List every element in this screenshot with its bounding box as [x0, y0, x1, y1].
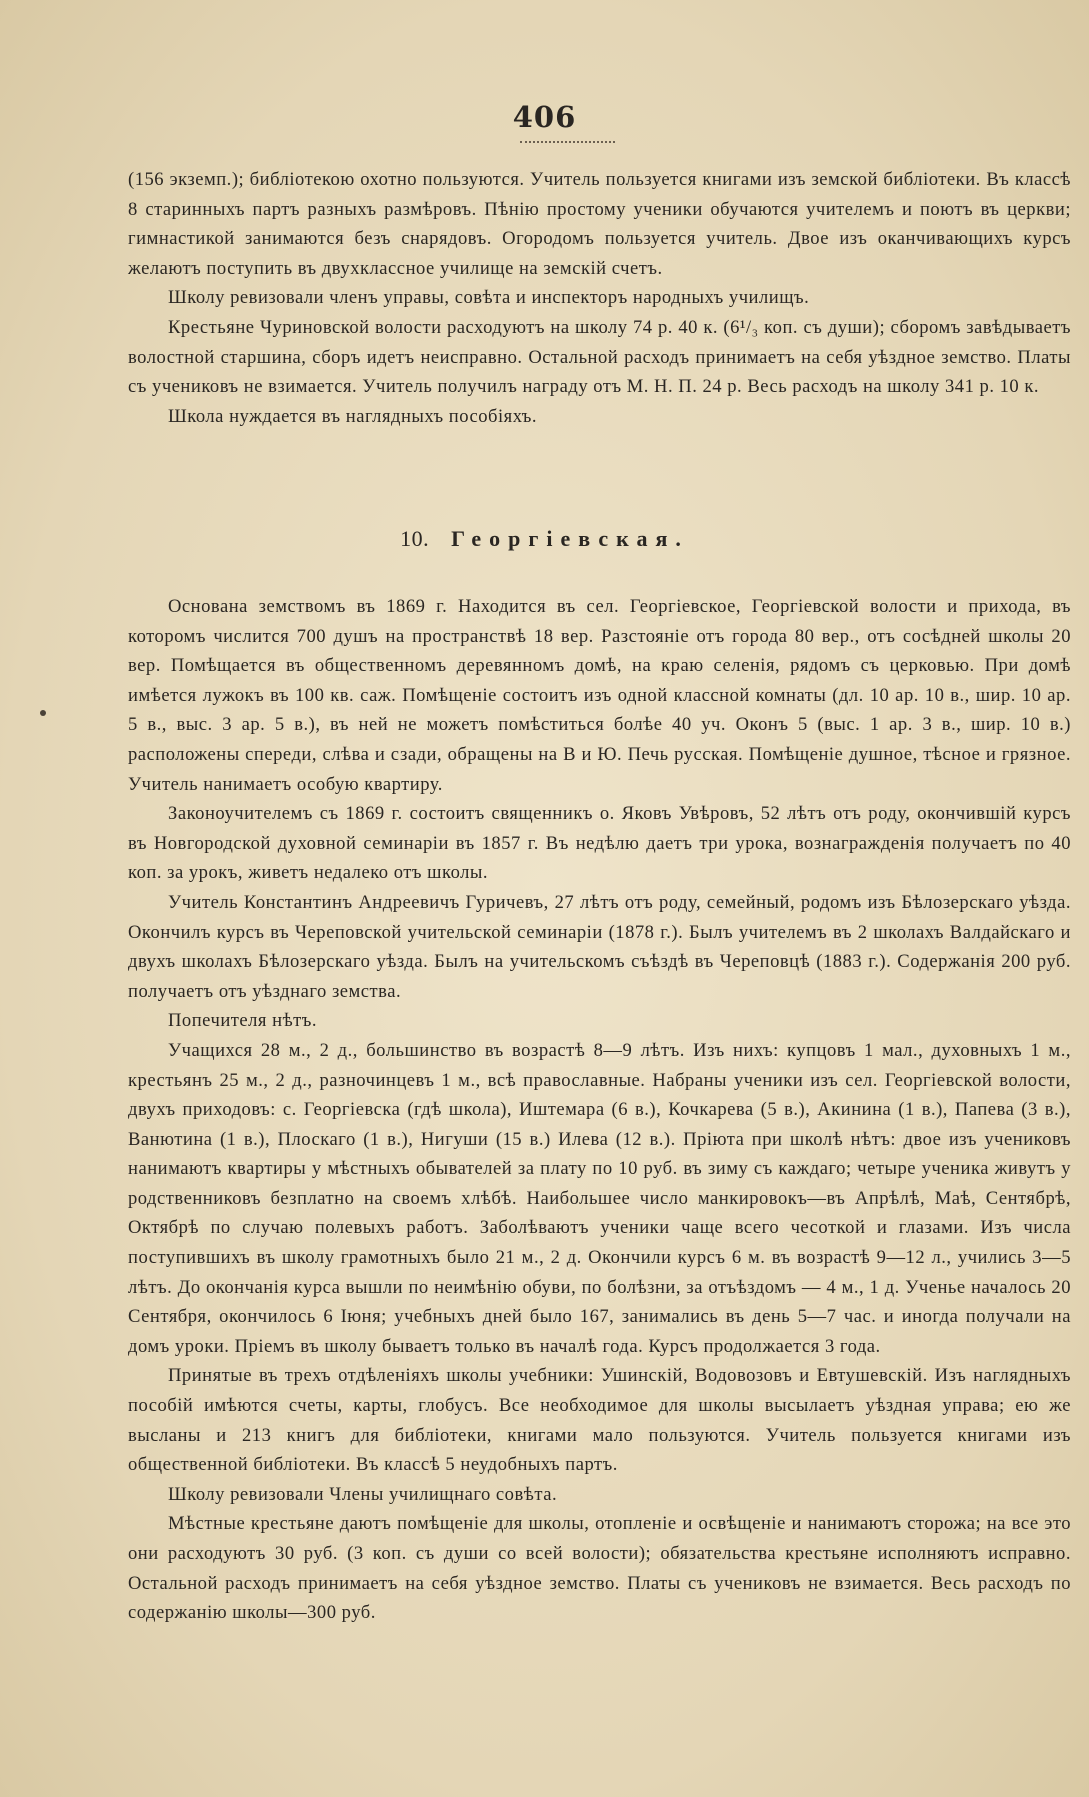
paragraph: Учитель Константинъ Андреевичъ Гуричевъ, 27 лѣтъ отъ роду, семейный, родомъ изъ Бѣлозерскаго уѣзда. Окончилъ курсъ въ Череповской учительской семинаріи (1878 г.). Былъ учителемъ въ 2 школахъ Валдайскаго и двухъ школахъ Бѣлозерскаго уѣзда. Былъ на учительскомъ съѣздѣ въ Череповцѣ (1883 г.). Содержанія 200 руб. получаетъ отъ уѣзднаго земства. [128, 891, 1071, 1002]
paragraph: Школа нуждается въ наглядныхъ пособіяхъ. [168, 405, 538, 427]
page-number-ornament [520, 135, 615, 143]
paragraph: Крестьяне Чуриновской волости расходуютъ на школу 74 р. 40 к. (6¹/₃ коп. съ души); сборомъ завѣдываетъ волостной старшина, сборъ идетъ неисправно. Остальной расходъ принимаетъ на себя уѣздное земство. Платы съ учениковъ не взимается. Учитель получилъ награду отъ М. Н. П. 24 р. Весь расходъ на школу 341 р. 10 к. [128, 316, 1071, 398]
paragraph: Учащихся 28 м., 2 д., большинство въ возрастѣ 8—9 лѣтъ. Изъ нихъ: купцовъ 1 мал., духовныхъ 1 м., крестьянъ 25 м., 2 д., разночинцевъ 1 м., всѣ православные. Набраны ученики изъ сел. Георгіевской волости, двухъ приходовъ: с. Георгіевска (гдѣ школа), Иштемара (6 в.), Кочкарева (5 в.), Акинина (1 в.), Папева (3 в.), Ванютина (1 в.), Плоскаго (1 в.), Нигуши (15 в.) Илева (12 в.). Пріюта при школѣ нѣтъ: двое изъ учениковъ нанимаютъ квартиры у мѣстныхъ обывателей за плату по 10 руб. въ зиму съ каждаго; четыре ученика живутъ у родственниковъ безплатно на своемъ хлѣбѣ. Наибольшее число манкировокъ—въ Апрѣлѣ, Маѣ, Сентябрѣ, Октябрѣ по случаю полевыхъ работъ. Заболѣваютъ ученики чаще всего чесоткой и глазами. Изъ числа поступившихъ въ школу грамотныхъ было 21 м., 2 д. Окончили курсъ 6 м. въ возрастѣ 9—12 л., учились 3—5 лѣтъ. До окончанія курса вышли по неимѣнію обуви, по болѣзни, за отъѣздомъ — 4 м., 1 д. Ученье началось 20 Сентября, окончилось 6 Іюня; учебныхъ дней было 167, занимались въ день 5—7 час. и иногда получали на домъ уроки. Пріемъ въ школу бываетъ только въ началѣ года. Курсъ продолжается 3 года. [128, 1039, 1071, 1357]
paragraph: Законоучителемъ съ 1869 г. состоитъ священникъ о. Яковъ Увѣровъ, 52 лѣтъ отъ роду, окончившій курсъ въ Новгородской духовной семинаріи въ 1857 г. Въ недѣлю даетъ три урока, вознагражденія получаетъ по 40 коп. за урокъ, живетъ недалеко отъ школы. [128, 803, 1071, 884]
margin-mark [40, 710, 46, 716]
paragraph: Принятые въ трехъ отдѣленіяхъ школы учебники: Ушинскій, Водовозовъ и Евтушевскій. Изъ наглядныхъ пособій имѣются счеты, карты, глобусъ. Все необходимое для школы высылаетъ уѣздная управа; ею же высланы и 213 книгъ для библіотеки, книгами мало пользуются. Учитель пользуется книгами изъ общественной библіотеки. Въ классѣ 5 неудобныхъ партъ. [128, 1365, 1071, 1476]
section-heading [0, 526, 1089, 552]
paragraph: Основана земствомъ въ 1869 г. Находится въ сел. Георгіевское, Георгіевской волости и прихода, въ которомъ числится 700 душъ на пространствѣ 18 вер. Разстояніе отъ города 80 вер., отъ сосѣдней школы 20 вер. Помѣщается въ общественномъ деревянномъ домѣ, на краю селенія, рядомъ съ церковью. При домѣ имѣется лужокъ въ 100 кв. саж. Помѣщеніе состоитъ изъ одной классной комнаты (дл. 10 ар. 10 в., шир. 10 ар. 5 в., выс. 3 ар. 5 в.), въ ней не можетъ помѣститься болѣе 40 уч. Оконъ 5 (выс. 1 ар. 3 в., шир. 10 в.) расположены спереди, слѣва и сзади, обращены на В и Ю. Печь русская. Помѣщеніе душное, тѣсное и грязное. Учитель нанимаетъ особую квартиру. [128, 596, 1071, 795]
section-number: 10. [400, 526, 430, 551]
paragraph: (156 экземп.); библіотекою охотно пользуются. Учитель пользуется книгами изъ земской библіотеки. Въ классѣ 8 старинныхъ партъ разныхъ размѣровъ. Пѣнію простому ученики обучаются учителемъ и поютъ въ церкви; гимнастикой занимаются безъ снарядовъ. Огородомъ пользуется учитель. Двое изъ оканчивающихъ курсъ желаютъ поступить въ двухклассное училище на земскій счетъ. [128, 169, 1071, 279]
section-title: Георгіевская. [451, 526, 689, 551]
text-block-top [128, 165, 1071, 431]
paragraph: Попечителя нѣтъ. [168, 1010, 318, 1032]
paragraph: Школу ревизовали членъ управы, совѣта и инспекторъ народныхъ училищъ. [168, 287, 810, 309]
paragraph: Школу ревизовали Члены училищнаго совѣта. [168, 1483, 558, 1505]
text-block-main [128, 592, 1071, 1628]
page-number: 406 [512, 100, 577, 134]
paragraph: Мѣстные крестьяне даютъ помѣщеніе для школы, отопленіе и освѣщеніе и нанимаютъ сторожа; на все это они расходуютъ 30 руб. (3 коп. съ души со всей волости); обязательства крестьяне исполняютъ исправно. Остальной расходъ принимаетъ на себя уѣздное земство. Платы съ учениковъ не взимается. Весь расходъ по содержанію школы—300 руб. [128, 1513, 1071, 1624]
